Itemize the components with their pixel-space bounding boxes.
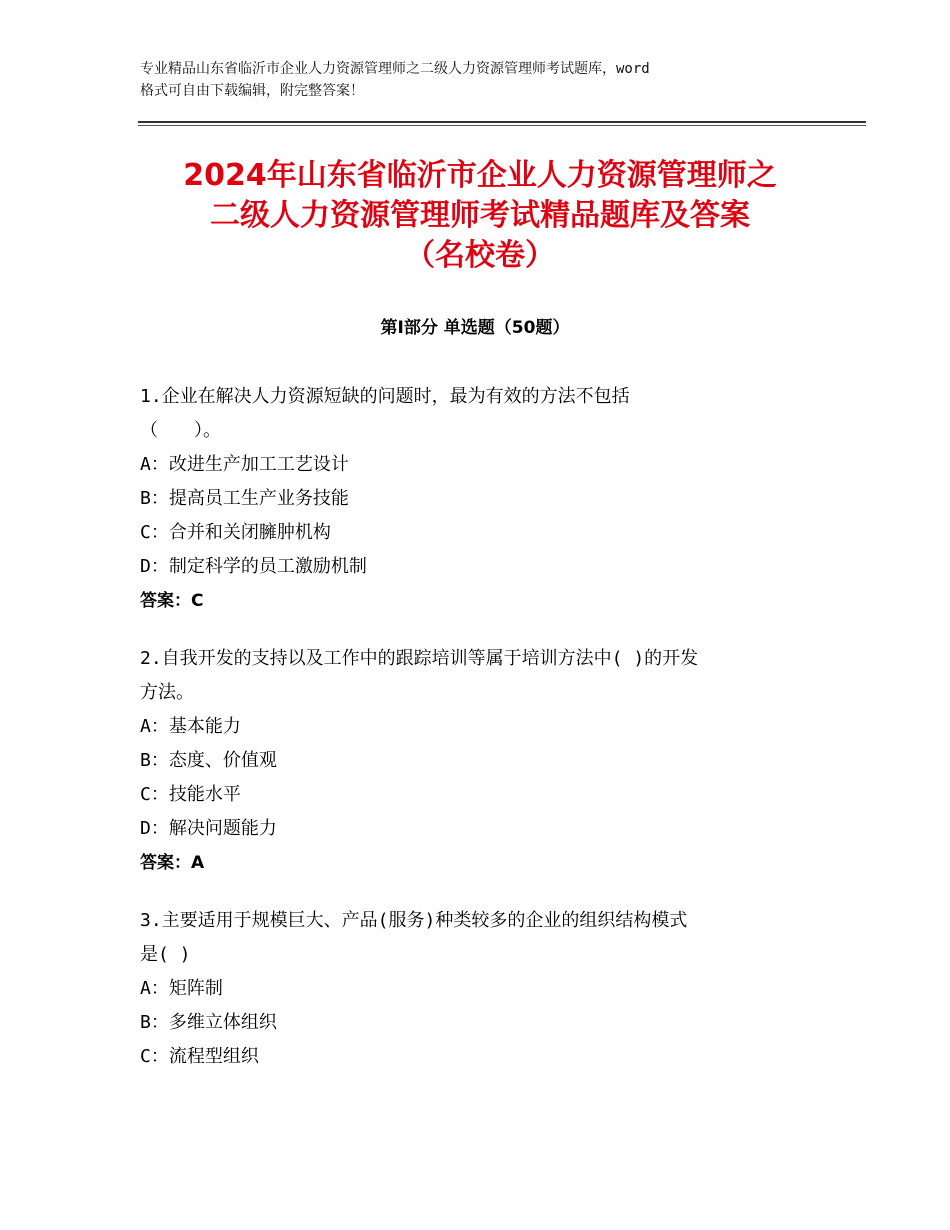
option-d: D：制定科学的员工激励机制	[140, 556, 367, 577]
document-title-line-2: 二级人力资源管理师考试精品题库及答案	[210, 198, 750, 233]
question-stem-line: 是( )	[140, 944, 191, 965]
document-title-line-3: （名校卷）	[405, 238, 555, 273]
question-stem-line: 3.主要适用于规模巨大、产品(服务)种类较多的企业的组织结构模式	[140, 910, 688, 931]
header-divider-thin	[138, 125, 866, 126]
document-title-line-1: 2024年山东省临沂市企业人力资源管理师之	[183, 158, 777, 193]
option-d: D：解决问题能力	[140, 818, 277, 839]
option-a: A：矩阵制	[140, 978, 223, 999]
question-list	[140, 380, 840, 1098]
question-stem-line: 2.自我开发的支持以及工作中的跟踪培训等属于培训方法中( )的开发	[140, 648, 699, 669]
question-stem-line: （ ）。	[140, 420, 221, 441]
document-title	[100, 156, 860, 276]
option-a: A：基本能力	[140, 716, 241, 737]
header-note-line-2: 格式可自由下载编辑，附完整答案！	[140, 83, 364, 99]
answer: 答案：C	[140, 591, 204, 611]
option-b: B：多维立体组织	[140, 1012, 277, 1033]
option-b: B：态度、价值观	[140, 750, 277, 771]
option-c: C：流程型组织	[140, 1046, 259, 1067]
question-3	[140, 904, 840, 1074]
option-c: C：技能水平	[140, 784, 241, 805]
option-b: B：提高员工生产业务技能	[140, 488, 349, 509]
question-stem-line: 1.企业在解决人力资源短缺的问题时，最为有效的方法不包括	[140, 386, 630, 407]
question-1	[140, 380, 840, 618]
header-note	[140, 58, 840, 102]
question-2	[140, 642, 840, 880]
question-stem-line: 方法。	[140, 682, 194, 703]
option-a: A：改进生产加工工艺设计	[140, 454, 349, 475]
option-c: C：合并和关闭臃肿机构	[140, 522, 331, 543]
header-note-line-1: 专业精品山东省临沂市企业人力资源管理师之二级人力资源管理师考试题库，word	[140, 61, 650, 77]
answer: 答案：A	[140, 853, 205, 873]
header-divider-thick	[138, 121, 866, 123]
section-title: 第Ⅰ部分 单选题（50题）	[380, 318, 570, 338]
